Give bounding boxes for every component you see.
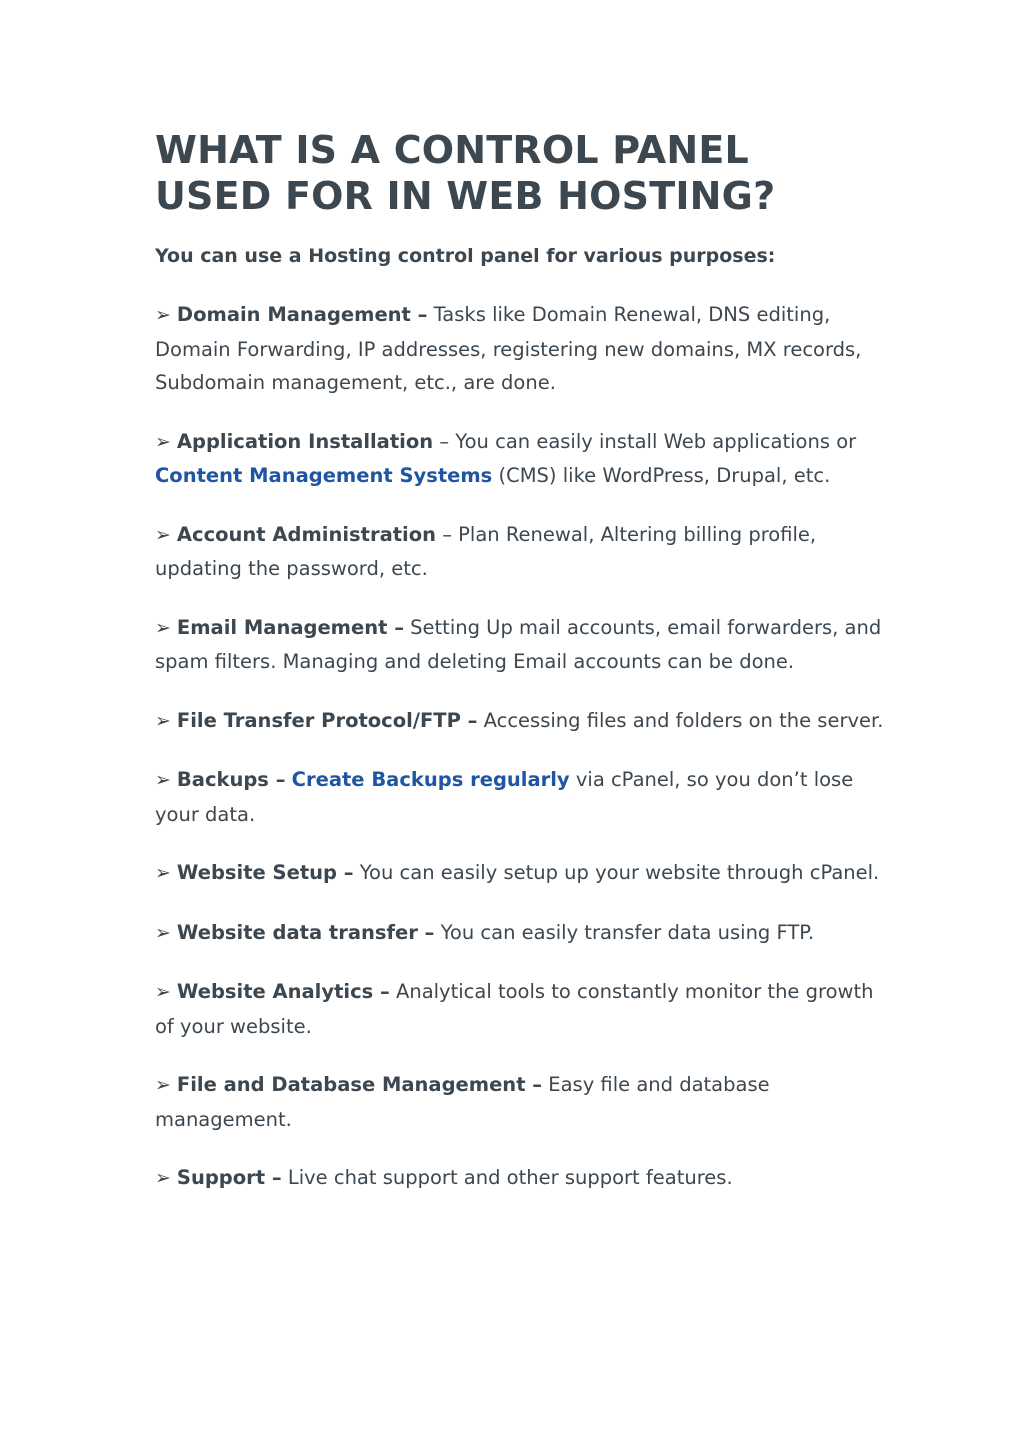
- list-item-email-management: [155, 611, 890, 679]
- list-item-website-setup: [155, 856, 890, 891]
- arrow-bullet-icon: ➢: [155, 1167, 171, 1189]
- item-term: Account Administration: [176, 522, 437, 546]
- arrow-bullet-icon: ➢: [155, 616, 171, 639]
- item-text-before: – You can easily install Web applications or: [433, 429, 857, 453]
- arrow-bullet-icon: ➢: [155, 981, 171, 1003]
- arrow-bullet-icon: ➢: [155, 769, 171, 791]
- item-text: Accessing files and folders on the server.: [477, 708, 884, 732]
- item-term: Email Management –: [176, 615, 404, 639]
- cms-link[interactable]: Content Management Systems: [155, 464, 493, 487]
- list-item-application-installation: [155, 425, 890, 493]
- item-term: Support –: [176, 1166, 282, 1189]
- item-term: File and Database Management –: [176, 1073, 543, 1096]
- list-item-support: [155, 1161, 890, 1196]
- create-backups-link[interactable]: Create Backups regularly: [291, 768, 570, 791]
- item-text: – Plan Renewal, Altering billing profile, updating the password, etc.: [155, 522, 817, 580]
- arrow-bullet-icon: ➢: [155, 709, 171, 732]
- item-term: Website Analytics –: [176, 980, 390, 1003]
- item-text: Analytical tools to constantly monitor the growth of your website.: [155, 980, 874, 1038]
- arrow-bullet-icon: ➢: [155, 921, 171, 944]
- list-item-account-administration: [155, 518, 890, 586]
- item-term: Website data transfer –: [176, 920, 435, 944]
- page-title: [155, 127, 890, 219]
- list-item-ftp: [155, 704, 890, 739]
- intro-text: You can use a Hosting control panel for various purposes:: [155, 245, 776, 267]
- item-term: Application Installation: [176, 429, 434, 453]
- item-term: Website Setup –: [176, 861, 354, 884]
- arrow-bullet-icon: ➢: [155, 523, 171, 546]
- arrow-bullet-icon: ➢: [155, 862, 171, 884]
- item-text: Easy file and database management.: [155, 1073, 770, 1131]
- list-item-domain-management: [155, 298, 890, 400]
- item-term: File Transfer Protocol/FTP –: [176, 708, 478, 732]
- document-page: [155, 127, 890, 1196]
- item-text: You can easily transfer data using FTP.: [434, 920, 815, 944]
- list-item-backups: [155, 763, 890, 831]
- list-item-website-analytics: [155, 975, 890, 1043]
- item-text: Live chat support and other support features.: [281, 1166, 733, 1189]
- arrow-bullet-icon: ➢: [155, 1074, 171, 1096]
- arrow-bullet-icon: ➢: [155, 430, 171, 453]
- title-line-2: USED FOR IN WEB HOSTING?: [155, 174, 776, 218]
- item-term: Domain Management –: [176, 303, 428, 326]
- item-text: You can easily setup up your website through cPanel.: [353, 861, 880, 884]
- item-text: Setting Up mail accounts, email forwarders, and spam filters. Managing and deleting Email accounts can be done.: [155, 615, 882, 673]
- item-text-after: via cPanel, so you don’t lose your data.: [155, 768, 854, 826]
- item-term: Backups –: [176, 768, 286, 791]
- item-text-after: (CMS) like WordPress, Drupal, etc.: [492, 464, 831, 487]
- item-text: Tasks like Domain Renewal, DNS editing, Domain Forwarding, IP addresses, registering new domains, MX records, Subdomain management, etc., are done.: [155, 303, 862, 394]
- list-item-website-data-transfer: [155, 916, 890, 951]
- list-item-file-database-management: [155, 1068, 890, 1136]
- arrow-bullet-icon: ➢: [155, 304, 171, 326]
- title-line-1: WHAT IS A CONTROL PANEL: [155, 128, 749, 172]
